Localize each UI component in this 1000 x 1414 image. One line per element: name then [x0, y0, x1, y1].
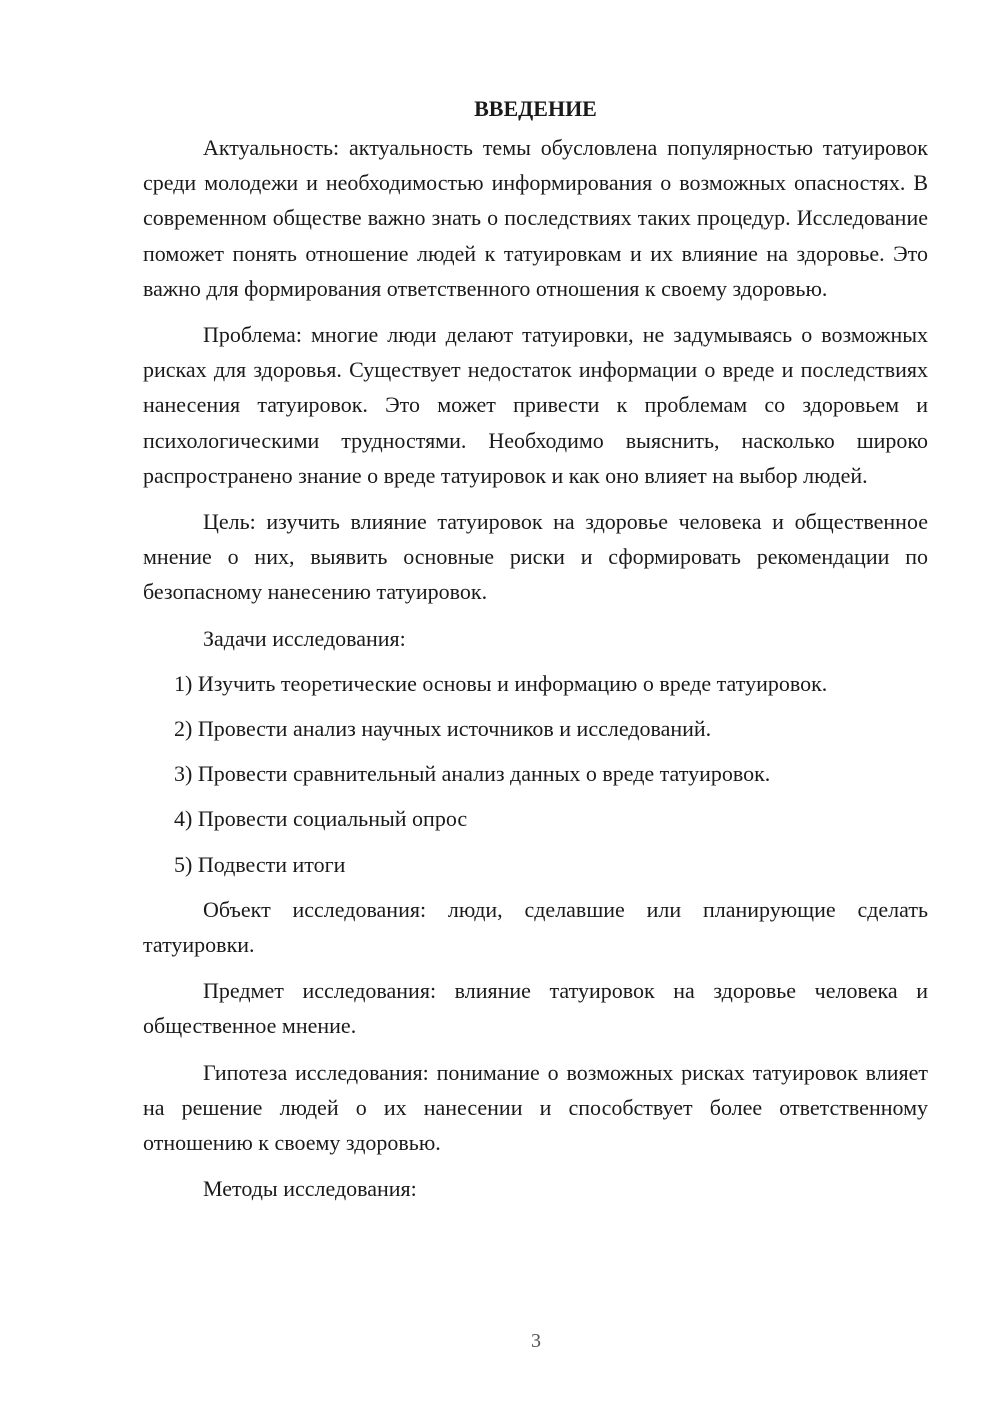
object-paragraph: Объект исследования: люди, сделавшие или планирующие сделать татуировки. [143, 896, 928, 958]
page-number: 3 [531, 1330, 541, 1352]
task-item: 4) Провести социальный опрос [174, 806, 468, 832]
task-item: 5) Подвести итоги [174, 851, 346, 877]
goal-paragraph: Цель: изучить влияние татуировок на здоровье человека и общественное мнение о них, выявить основные риски и сформировать рекомендации по безопасному нанесению татуировок. [143, 509, 928, 605]
document-page [143, 92, 928, 1216]
methods-heading: Методы исследования: [203, 1176, 417, 1202]
hypothesis-paragraph: Гипотеза исследования: понимание о возможных рисках татуировок влияет на решение людей о их нанесении и способствует более ответственному отношению к своему здоровью. [143, 1059, 928, 1156]
task-item: 2) Провести анализ научных источников и исследований. [174, 716, 712, 742]
problem-paragraph: Проблема: многие люди делают татуировки, не задумываясь о возможных рисках для здоровья. Существует недостаток информации о вреде и последствиях нанесения татуировок. Это может привести к проблемам со здоровьем и психологическими трудностями. Необходимо выяснить, насколько широко распространено знание о вреде татуировок и как оно влияет на выбор людей. [143, 322, 928, 488]
section-title: ВВЕДЕНИЕ [474, 96, 597, 121]
tasks-heading: Задачи исследования: [203, 625, 406, 651]
task-item: 3) Провести сравнительный анализ данных о вреде татуировок. [174, 761, 771, 787]
tasks-list [143, 666, 928, 882]
task-item: 1) Изучить теоретические основы и информацию о вреде татуировок. [174, 670, 828, 696]
relevance-paragraph: Актуальность: актуальность темы обусловлена популярностью татуировок среди молодежи и необходимостью информирования о возможных опасностях. В современном обществе важно знать о последствиях таких процедур. Исследование поможет понять отношение людей к татуировкам и их влияние на здоровье. Это важно для формирования ответственного отношения к своему здоровью. [143, 135, 928, 301]
subject-paragraph: Предмет исследования: влияние татуировок на здоровье человека и общественное мнение. [143, 978, 928, 1039]
